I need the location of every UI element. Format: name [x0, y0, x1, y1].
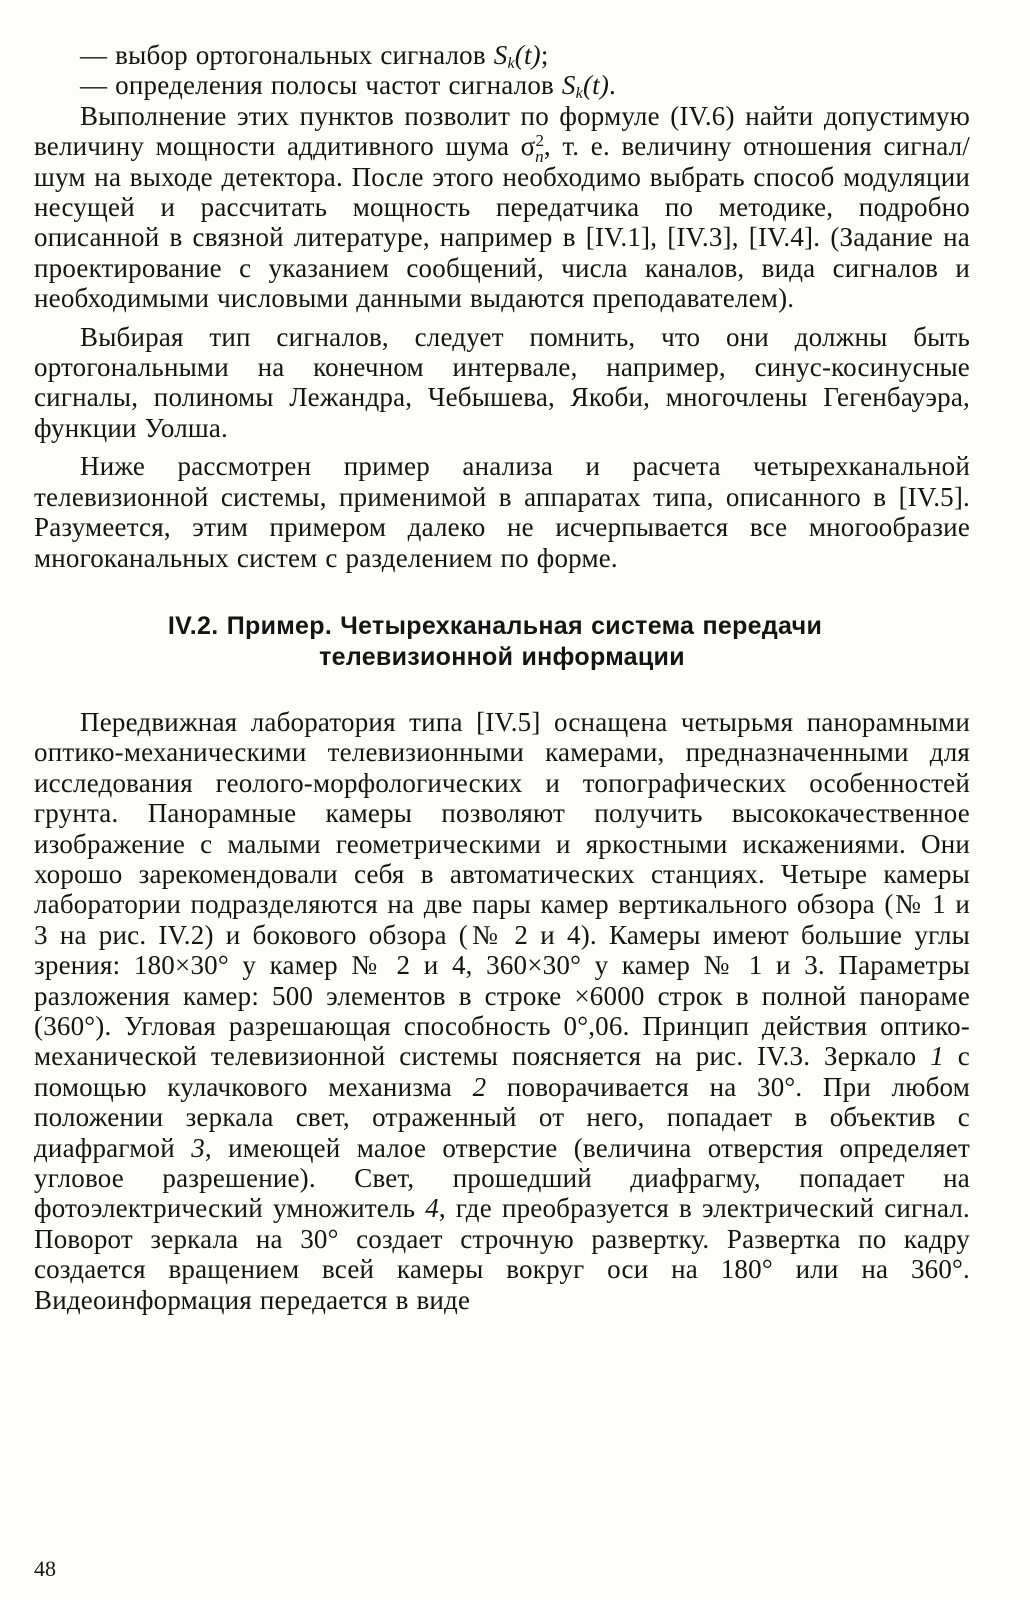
paragraph-text: поворачивается на 30°. При любом положении зеркала свет, отраженный от него, попадает в объектив с диафрагмой: [34, 1071, 971, 1163]
formula-symbol: S: [561, 70, 576, 101]
list-item-orthogonal-signals: [34, 40, 970, 70]
paragraph-example-intro: Ниже рассмотрен пример анализа и расчета четырехканальной телевизионной системы, применимой в аппаратах типа, описанного в [IV.5]. Разумеется, этим примером далеко не исчерпывается все многообразие многоканальных систем с разделением по форме.: [34, 451, 970, 573]
formula-noise-variance: [520, 131, 545, 167]
figure-ref-photomultiplier: 4: [425, 1193, 439, 1224]
page-number: 48: [34, 1556, 56, 1581]
section-heading: [34, 611, 970, 673]
formula-signal: [561, 70, 610, 103]
page-body: [34, 40, 970, 1315]
list-item-punctuation: .: [609, 70, 616, 101]
formula-symbol: S: [493, 40, 508, 70]
formula-argument: (t): [582, 70, 610, 101]
figure-ref-diaphragm: 3: [191, 1132, 205, 1163]
sigma-superscript: 2: [535, 131, 545, 151]
paragraph-text: , где преобразуется в электрический сигнал. Поворот зеркала на 30° создает строчную развертку. Развертка по кадру создается вращением всей камеры вокруг оси на 180° или на 360°. Видеоинформация передается в виде: [34, 1193, 971, 1315]
formula-subscript: k: [575, 85, 583, 103]
paragraph-mobile-lab: [34, 707, 970, 1315]
paragraph-text: Передвижная лаборатория типа [IV.5] оснащена четырьмя панорамными оптико-механическими телевизионными камерами, предназначенными для исследования геолого-морфологических и топографических особенностей грунта. Панорамные камеры позволяют получить высококачественное изображение с малыми геометрическими и яркостными искажениями. Они хорошо зарекомендовали себя в автоматических станциях. Четыре камеры лаборатории подразделяются на две пары камер вертикального обзора (№ 1 и 3 на рис. IV.2) и бокового обзора (№ 2 и 4). Камеры имеют большие углы зрения: 180×30° у камер № 2 и 4, 360×30° у камер № 1 и 3. Параметры разложения камер: 500 элементов в строке ×6000 строк в полной панораме (360°). Угловая разрешающая способность 0°,06. Принцип действия оптико-механической телевизионной системы поясняется на рис. IV.3. Зеркало: [34, 706, 970, 1072]
paragraph-text: с помощью кулачкового механизма: [34, 1041, 970, 1102]
paragraph-text: Выполнение этих пунктов позволит по формуле (IV.6) найти допустимую величину мощности аддитивного шума: [34, 100, 970, 162]
paragraph-text: , т. е. величину отношения сигнал/шум на выходе детектора. После этого необходимо выбрать способ модуляции несущей и рассчитать мощность передатчика по методике, подробно описанной в связной литературе, например в [IV.1], [IV.3], [IV.4]. (Задание на проектирование с указанием сообщений, числа каналов, вида сигналов и необходимыми числовыми данными выдаются преподавателем).: [34, 131, 970, 314]
list-item-bandwidth: [34, 70, 970, 103]
figure-ref-cam: 2: [472, 1071, 487, 1102]
list-item-text: — выбор ортогональных сигналов: [80, 40, 494, 70]
figure-ref-mirror: 1: [930, 1041, 944, 1072]
paragraph-text: , имеющей малое отверстие (величина отверстия определяет угловое разрешение). Свет, прошедший диафрагму, попадает на фотоэлектрический умножитель: [34, 1132, 970, 1224]
paragraph-noise-power: [34, 101, 970, 314]
formula-signal: [494, 40, 541, 70]
formula-argument: (t): [514, 40, 541, 70]
list-item-text: — определения полосы частот сигналов: [80, 70, 562, 101]
paragraph-signal-type: Выбирая тип сигналов, следует помнить, что они должны быть ортогональными на конечном интервале, например, синус-косинусные сигналы, полиномы Лежандра, Чебышева, Якоби, многочлены Гегенбауэра, функции Уолша.: [34, 321, 970, 443]
sigma-symbol: σ: [520, 131, 536, 162]
section-heading-line-2: телевизионной информации: [319, 642, 685, 671]
section-heading-line-1: IV.2. Пример. Четырехканальная система передачи: [167, 611, 823, 640]
formula-subscript: k: [507, 55, 515, 72]
list-item-punctuation: ;: [540, 40, 549, 70]
sigma-subscript: n: [535, 147, 544, 167]
